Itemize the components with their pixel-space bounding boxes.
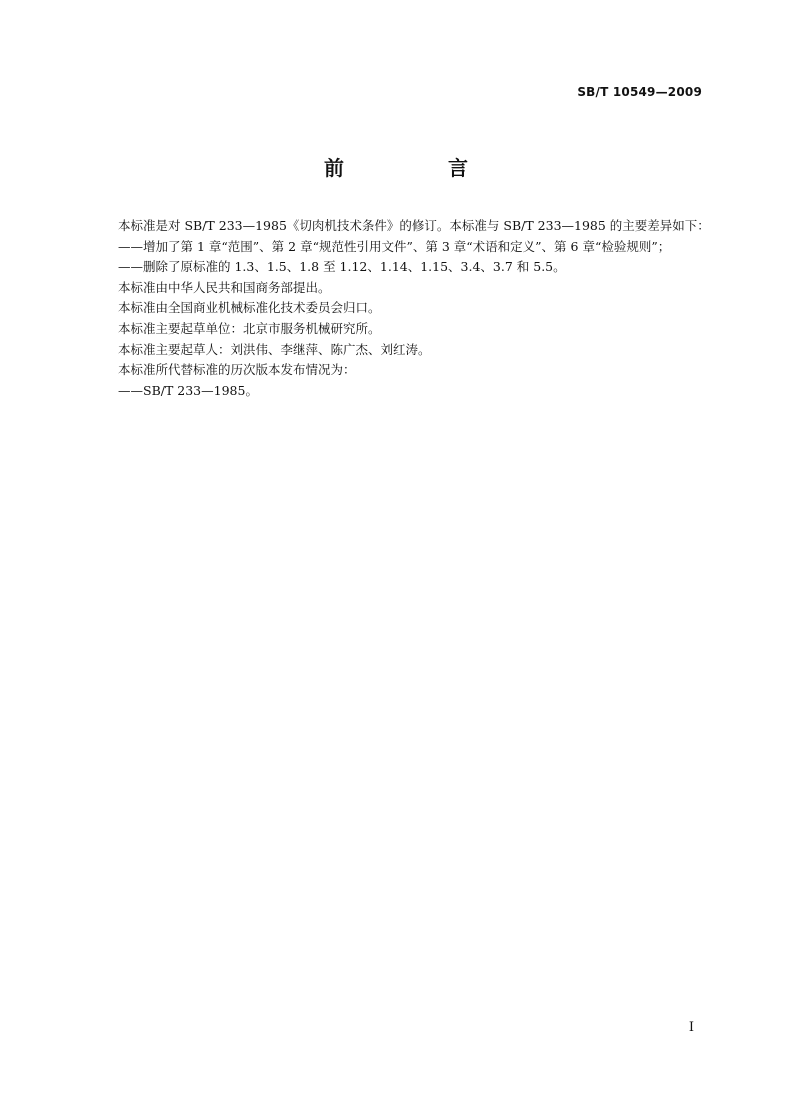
paragraph-drafters: 本标准主要起草人：刘洪伟、李继萍、陈广杰、刘红涛。 [118, 341, 431, 357]
paragraph-history-item: ——SB/T 233—1985。 [118, 382, 258, 398]
paragraph-history-intro: 本标准所代替标准的历次版本发布情况为： [118, 362, 356, 378]
paragraph-added-chapters: ——增加了第 1 章“范围”、第 2 章“规范性引用文件”、第 3 章“术语和定义”、第 6 章“检验规则”； [118, 238, 671, 254]
document-code: SB/T 10549—2009 [577, 85, 702, 99]
paragraph-centralized-by: 本标准由全国商业机械标准化技术委员会归口。 [118, 300, 381, 316]
paragraph-proposed-by: 本标准由中华人民共和国商务部提出。 [118, 279, 331, 295]
page-number: I [688, 1020, 694, 1035]
foreword-body [118, 216, 708, 401]
paragraph-revision-note: 本标准是对 SB/T 233—1985《切肉机技术条件》的修订。本标准与 SB/T 233—1985 的主要差异如下： [118, 218, 710, 233]
paragraph-drafting-unit: 本标准主要起草单位：北京市服务机械研究所。 [118, 320, 381, 336]
paragraph-deleted-clauses: ——删除了原标准的 1.3、1.5、1.8 至 1.12、1.14、1.15、3.4、3.7 和 5.5。 [118, 259, 566, 275]
page-title: 前 言 [324, 156, 510, 180]
